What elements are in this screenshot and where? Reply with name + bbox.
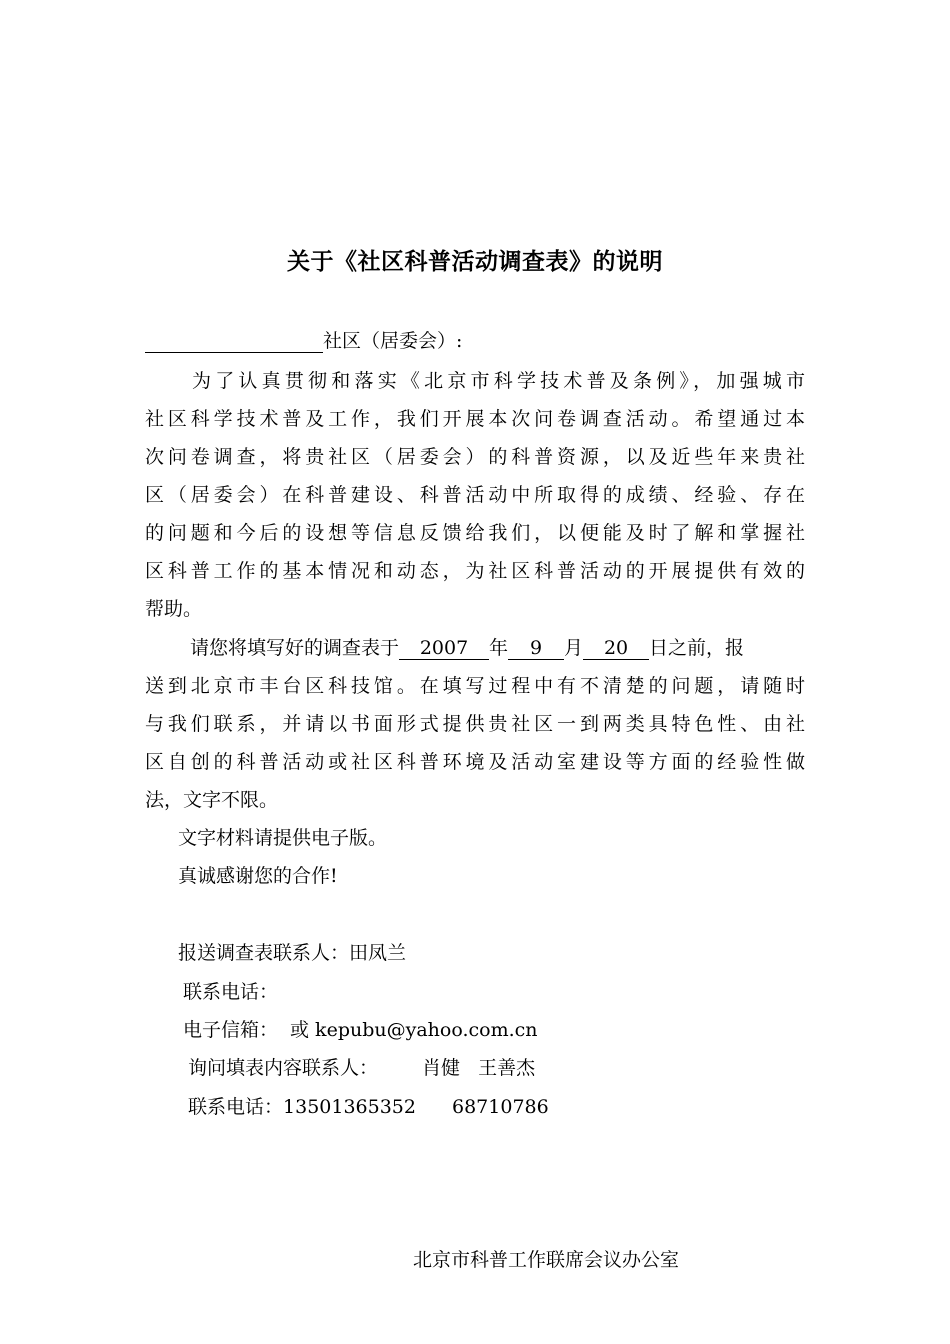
para2-prefix: 请您将填写好的调查表于 — [190, 637, 400, 659]
contact-phone-label: 联系电话： — [183, 981, 279, 1003]
submit-contact: 报送调查表联系人：田凤兰 — [178, 942, 407, 964]
para1-line-1: 为了认真贯彻和落实《北京市科学技术普及条例》，加强城市 — [192, 370, 805, 392]
issuer-signature: 北京市科普工作联席会议办公室 — [413, 1249, 680, 1271]
electronic-note: 文字材料请提供电子版。 — [178, 827, 388, 849]
para2-line-2: 送到北京市丰台区科技馆。在填写过程中有不清楚的问题，请随时 — [145, 675, 805, 697]
month-unit: 月 — [564, 637, 584, 659]
inquiry-phone-label: 联系电话： — [188, 1096, 284, 1118]
salutation-suffix: 社区（居委会）: — [323, 330, 463, 352]
para2-suffix: 日之前，报 — [649, 637, 745, 659]
deadline-day: 20 — [583, 637, 649, 660]
year-unit: 年 — [489, 637, 509, 659]
deadline-year: 2007 — [399, 637, 489, 660]
inquiry-contact-names: 肖健 王善杰 — [422, 1057, 536, 1079]
para2-line-4: 区自创的科普活动或社区科普环境及活动室建设等方面的经验性做 — [145, 751, 805, 773]
inquiry-phone-landline: 68710786 — [452, 1096, 549, 1118]
para1-line-4: 区（居委会）在科普建设、科普活动中所取得的成绩、经验、存在 — [145, 484, 805, 506]
para1-line-5: 的问题和今后的设想等信息反馈给我们，以便能及时了解和掌握社 — [145, 522, 805, 544]
email-label: 电子信箱： — [183, 1019, 279, 1041]
para1-line-3: 次问卷调查，将贵社区（居委会）的科普资源，以及近些年来贵社 — [145, 446, 805, 468]
email-line — [183, 1018, 538, 1042]
inquiry-phone-mobile: 13501365352 — [283, 1096, 416, 1118]
para2-line-1 — [190, 636, 744, 660]
para1-line-2: 社区科学技术普及工作，我们开展本次问卷调查活动。希望通过本 — [145, 408, 805, 430]
document-title: 关于《社区科普活动调查表》的说明 — [287, 249, 663, 275]
para1-line-7: 帮助。 — [145, 598, 203, 620]
thanks-line: 真诚感谢您的合作! — [178, 865, 338, 887]
inquiry-contact-label: 询问填表内容联系人： — [188, 1057, 379, 1079]
para1-line-6: 区科普工作的基本情况和动态，为社区科普活动的开展提供有效的 — [145, 560, 805, 582]
community-name-blank — [145, 330, 323, 353]
para2-line-5: 法，文字不限。 — [145, 789, 279, 811]
salutation — [145, 329, 462, 353]
email-value: 或 kepubu@yahoo.com.cn — [290, 1019, 538, 1041]
inquiry-phone-line — [188, 1095, 549, 1119]
inquiry-contact-line — [188, 1056, 535, 1080]
deadline-month: 9 — [508, 637, 564, 660]
para2-line-3: 与我们联系，并请以书面形式提供贵社区一到两类具特色性、由社 — [145, 713, 805, 735]
